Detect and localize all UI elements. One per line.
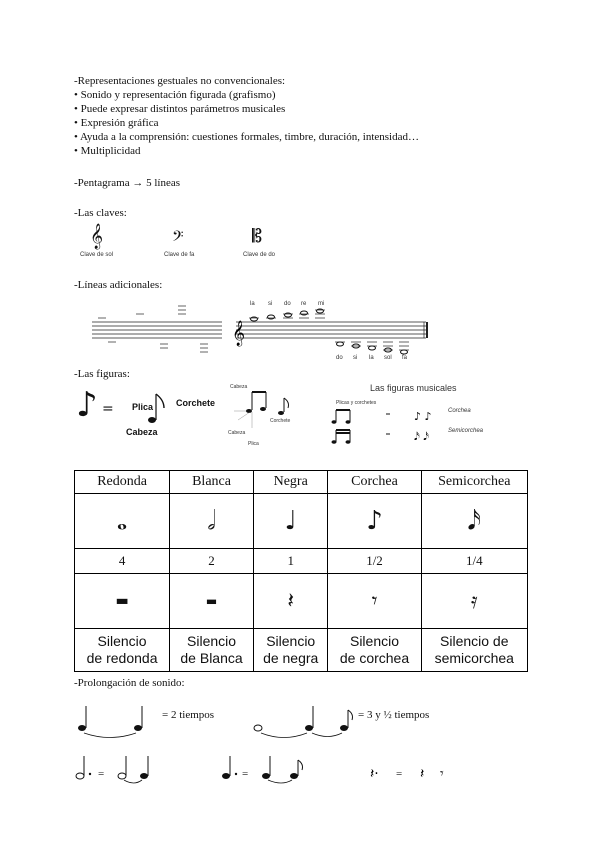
corchete-label: Corchete <box>176 398 216 408</box>
lineas-heading: -Líneas adicionales: <box>74 279 163 291</box>
diagram-label: Cabeza <box>230 384 248 390</box>
svg-text:𝄽: 𝄽 <box>420 766 425 782</box>
ledger-note-label: do <box>284 301 291 307</box>
clef-label: Clave de fa <box>164 252 195 258</box>
ledger-note-label: la <box>250 301 255 307</box>
ledger-note-label: sol <box>384 355 392 361</box>
equals-sign: = <box>242 768 249 780</box>
intro-heading: -Representaciones gestuales no convencionales: <box>74 75 286 87</box>
quarter-rest-icon: 𝄽 <box>253 574 328 629</box>
duration-value: 2 <box>170 549 254 574</box>
svg-text:♪ ♪: ♪ ♪ <box>414 410 432 423</box>
ledger-note-label: do <box>336 355 343 361</box>
figures-table <box>74 470 528 672</box>
ledger-note-label: mi <box>318 301 325 307</box>
rest-label: Silencio de semicorchea <box>421 629 527 672</box>
alto-clef-icon: 𝄡 <box>252 226 263 247</box>
clef-label: Clave de do <box>243 252 276 258</box>
ledger-note-label: fa <box>402 355 408 361</box>
table-header: Blanca <box>170 471 254 494</box>
rest-label: Silencio de corchea <box>328 629 421 672</box>
prolongacion-heading: -Prolongación de sonido: <box>74 677 185 689</box>
pentagrama-line: -Pentagrama → 5 líneas <box>74 177 180 189</box>
diagram-label: Cabeza <box>228 430 246 436</box>
intro-bullet: • Expresión gráfica <box>74 117 159 129</box>
rest-label: Silencio de redonda <box>75 629 170 672</box>
beamed-notes-diagram <box>328 404 438 444</box>
eq-three-half-beats: = 3 y ½ tiempos <box>358 709 430 721</box>
cabeza-label: Cabeza <box>126 427 158 437</box>
eighth-note-icon: ♪ <box>76 385 98 425</box>
ledger-note-label: si <box>353 355 358 361</box>
duration-value: 1 <box>253 549 328 574</box>
diagram-label: Plica <box>248 441 259 447</box>
equals-sign: = <box>98 768 105 780</box>
svg-text:𝄽·: 𝄽· <box>370 766 379 782</box>
claves-heading: -Las claves: <box>74 207 127 219</box>
rest-label: Silencio de negra <box>253 629 328 672</box>
tied-notes-diagram <box>74 700 374 740</box>
svg-text:𝅘𝅥𝅯 𝅘𝅥𝅯: 𝅘𝅥𝅯 𝅘𝅥𝅯 <box>414 430 429 443</box>
table-header: Negra <box>253 471 328 494</box>
note-parts-diagram <box>144 390 178 426</box>
equals-sign: = <box>396 768 403 780</box>
figuras-heading: -Las figuras: <box>74 368 130 380</box>
sixteenth-note-icon: 𝅘𝅥𝅯 <box>421 494 527 549</box>
corchea-label: Corchea <box>448 408 471 414</box>
half-note-icon: 𝅗𝅥 <box>170 494 254 549</box>
sixteenth-rest-icon: 𝄿 <box>421 574 527 629</box>
rest-label: Silencio de Blanca <box>170 629 254 672</box>
table-header: Corchea <box>328 471 421 494</box>
ledger-note-label: si <box>268 301 273 307</box>
ledger-note-label: la <box>369 355 374 361</box>
duration-value: 1/4 <box>421 549 527 574</box>
eq-two-beats: = 2 tiempos <box>162 709 215 721</box>
plica-label: Plica <box>132 402 154 412</box>
bass-clef-icon: 𝄢 <box>172 228 184 249</box>
svg-text:𝄞: 𝄞 <box>232 321 246 346</box>
eighth-note-icon: ♪ <box>328 494 421 549</box>
quarter-note-icon: ♩ <box>253 494 328 549</box>
table-header: Semicorchea <box>421 471 527 494</box>
dotted-notes-diagram <box>74 752 474 786</box>
duration-value: 4 <box>75 549 170 574</box>
svg-text:𝄾: 𝄾 <box>440 766 444 782</box>
figuras-musicales-title: Las figuras musicales <box>370 383 457 393</box>
treble-clef-icon: 𝄞 <box>90 224 104 249</box>
intro-bullet: • Multiplicidad <box>74 145 141 157</box>
whole-note-icon: 𝅝 <box>75 494 170 549</box>
semicorchea-label: Semicorchea <box>448 428 484 434</box>
clef-label: Clave de sol <box>80 252 114 258</box>
intro-bullet: • Ayuda a la comprensión: cuestiones formales, timbre, duración, intensidad… <box>74 131 419 143</box>
equals-sign: = <box>102 401 114 417</box>
ledger-lines-staves <box>88 296 438 364</box>
ledger-note-label: re <box>301 301 307 307</box>
table-header: Redonda <box>75 471 170 494</box>
duration-value: 1/2 <box>328 549 421 574</box>
whole-rest-icon: ▬ <box>75 574 170 629</box>
intro-bullet: • Sonido y representación figurada (grafismo) <box>74 89 276 101</box>
half-rest-icon: ▬ <box>170 574 254 629</box>
eighth-rest-icon: 𝄾 <box>328 574 421 629</box>
intro-bullet: • Puede expresar distintos parámetros musicales <box>74 103 286 115</box>
diagram-label: Corchete <box>270 418 291 424</box>
plicas-corchetes-label: Plicas y corchetes <box>336 400 377 406</box>
